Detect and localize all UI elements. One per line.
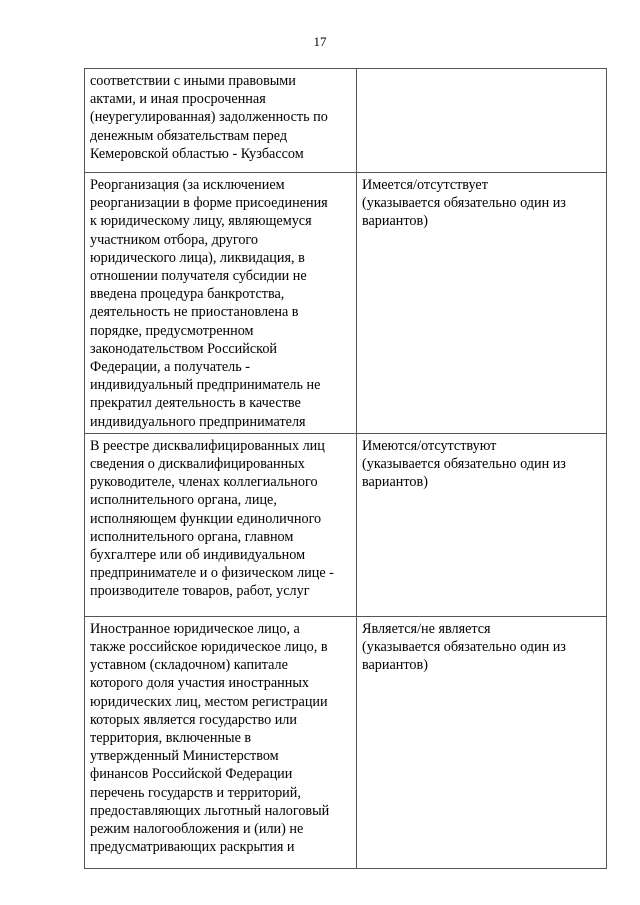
status-text: Имеется/отсутствует (указывается обязательно один из вариантов) — [362, 177, 566, 230]
criterion-text: В реестре дисквалифицированных лиц сведения о дисквалифицированных руководителе, членах коллегиального исполнительного органа, лице, исполняющем функции единоличного исполнительного органа, главном бухгалтере или об индивидуальном предпринимателе и о физическом лице - производителе товаров, работ, услуг — [90, 437, 334, 600]
table-row — [85, 173, 607, 434]
status-cell — [357, 173, 607, 434]
table-row — [85, 433, 607, 616]
status-cell — [357, 433, 607, 616]
status-cell — [357, 69, 607, 173]
requirements-table — [84, 68, 607, 869]
table-row — [85, 616, 607, 868]
criterion-text: Реорганизация (за исключением реорганизации в форме присоединения к юридическому лицу, являющемуся участником отбора, другого юридического лица), ликвидация, в отношении получателя субсидии не введена процедура банкротства, деятельность не приостановлена в порядке, предусмотренном законодательством Российской Федерации, а получатель - индивидуальный предприниматель не прекратил деятельность в качестве индивидуального предпринимателя — [90, 177, 328, 430]
criterion-cell — [85, 69, 357, 173]
page-number: 17 — [313, 34, 327, 49]
status-cell — [357, 616, 607, 868]
criterion-cell — [85, 616, 357, 868]
criterion-text: соответствии с иными правовыми актами, и иная просроченная (неурегулированная) задолженность по денежным обязательствам перед Кемеровской областью - Кузбассом — [90, 73, 328, 162]
status-text: Имеются/отсутствуют (указывается обязательно один из вариантов) — [362, 437, 566, 491]
criterion-cell — [85, 173, 357, 434]
status-text: Является/не является (указывается обязательно один из вариантов) — [362, 620, 566, 674]
table-row — [85, 69, 607, 173]
criterion-text: Иностранное юридическое лицо, а также российское юридическое лицо, в уставном (складочном) капитале которого доля участия иностранных юридических лиц, местом регистрации которых является государство или территория, включенные в утвержденный Министерством финансов Российской Федерации перечень государств и территорий, предоставляющих льготный налоговый режим налогообложения и (или) не предусматривающих раскрытия и — [90, 620, 330, 856]
criterion-cell — [85, 433, 357, 616]
